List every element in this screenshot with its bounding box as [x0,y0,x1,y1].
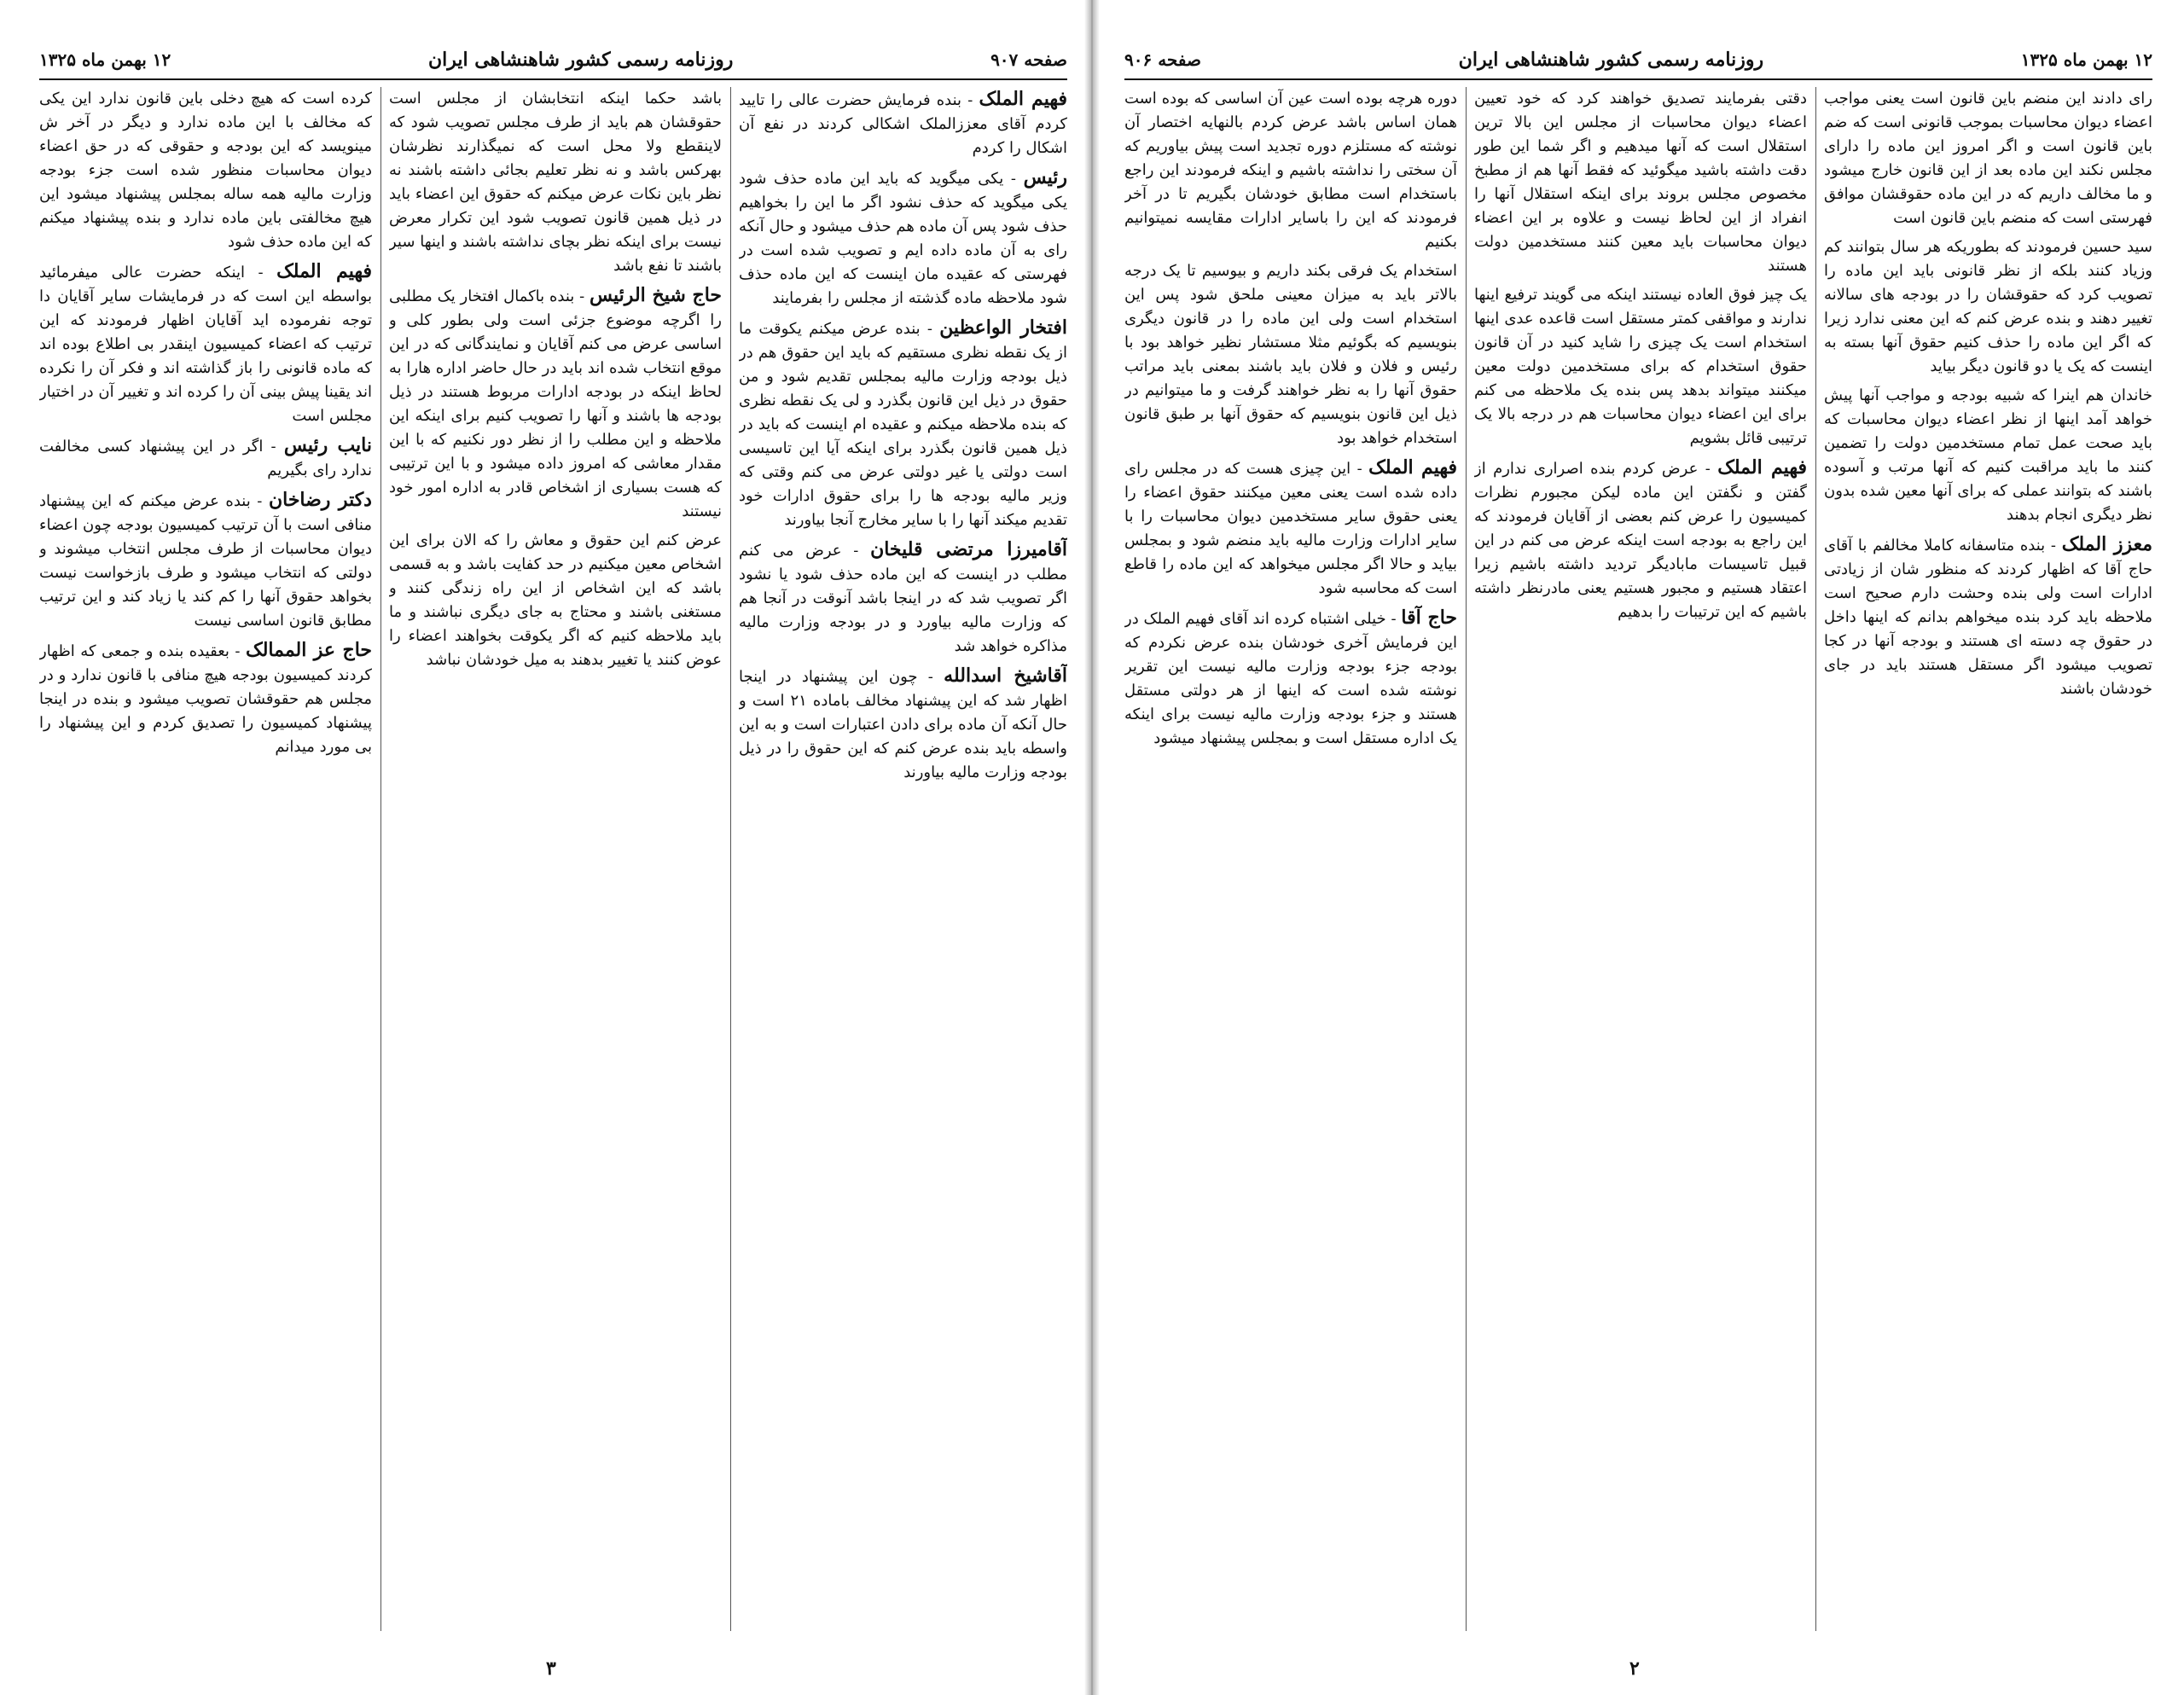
article-paragraph [39,259,372,428]
left-header-title: روزنامه رسمی کشور شاهنشاهی ایران [427,49,734,71]
paragraph-text: دوره هرچه بوده است عین آن اساسی که بوده است همان اساس باشد عرض کردم بالنهایه اختصار آن نوشته که مستلزم دوره تجدید است پیش بیاوریم که آن سختی را نداشته باشیم و اینکه فرمودند این راجع باستخدام است مطابق خودشان بگیریم تا در آخر فرمودند که این را باسایر ادارات مقایسه نمیتوانیم بکنیم [1124,90,1457,251]
right-page-header [1124,44,2152,75]
paragraph-text: - بنده فرمایش حضرت عالی را تایید کردم آقای معززالملک اشکالی کردند در نفع آن اشکال را کردم [739,91,1067,157]
speaker-name: فهیم الملک [1717,456,1807,479]
article-paragraph [1124,87,1457,254]
speaker-name: فهیم الملک [276,260,372,282]
paragraph-text: - این چیزی هست که در مجلس رای داده شده است یعنی معین میکنند حقوق اعضاء را یعنی حقوق سایر مستخدمین دیوان محاسبات را با سایر ادارات وزارت مالیه باید منضم شود و بمجلس بیاید و حالا اگر مجلس میخواهد که این ماده را قاطع است که محاسبه شود [1124,460,1457,597]
article-paragraph [739,316,1067,532]
article-paragraph [1124,606,1457,751]
article-paragraph [39,638,372,759]
right-page-column-1 [1124,87,1457,1631]
paragraph-text: عرض کنم این حقوق و معاش را که الان برای این اشخاص معین میکنیم در حد کفایت باشد و به قسمی باشد که این اشخاص از این راه زندگی کنند و مستغنی باشند و محتاج به جای دیگری نباشند و ما باید ملاحظه کنیم که اگر یکوقت بخواهند اعضاء را عوض کنند یا تغییر بدهند به میل خودشان نباشد [389,531,722,669]
paragraph-text: - خیلی اشتباه کرده اند آقای فهیم الملک در این فرمایش آخری خودشان بنده عرض نکردم که بودجه جزء بودجه وزارت مالیه نیست این تقریر نوشته شده است که اینها از هر دولتی مستقل هستند و جزء بودجه وزارت مالیه نیست برای اینکه یک اداره مستقل است و بمجلس پیشنهاد میشود [1124,610,1457,747]
paragraph-text: - بنده عرض میکنم که این پیشنهاد منافی است با آن ترتیب کمیسیون بودجه چون اعضاء دیوان محاسبات از طرف مجلس انتخاب میشوند و دولتی که انتخاب میشود و طرف بازخواست نیست بخواهد حقوق آنها را کم کند یا زیاد کند و این ترتیب مطابق قانون اساسی نیست [39,492,372,630]
column-divider [1815,87,1816,1631]
article-paragraph [739,537,1067,659]
article-paragraph [739,664,1067,785]
paragraph-text: - بنده عرض میکنم یکوقت ما از یک نقطه نظری مستقیم که باید این حقوق هم در ذیل بودجه وزارت مالیه بمجلس تقدیم شود و من حقوق در ذیل این قانون بگذرد و لی یک نقطه نظری که بنده ملاحظه میکنم و عقیده ام اینست که باید در ذیل همین قانون بگذرد برای اینکه آیا این تاسیسی است دولتی یا غیر دولتی عرض می کنم وقتی که وزیر مالیه بودجه ها را برای حقوق ادارات خود تقدیم میکند آنها را با سایر مخارج آنجا بیاورند [739,320,1067,529]
article-paragraph [39,488,372,633]
paragraph-text: دقتی بفرمایند تصدیق خواهند کرد که خود تعیین اعضاء دیوان محاسبات از مجلس این بالا ترین استقلال است که آنها میدهیم و اگر شما این طور دقت داشته باشید میگوئید که فقط آنها هم از مطبخ مخصوص مجلس بروند برای اینکه استقلال آنها را انفراد از این لحاظ نیست و علاوه بر این اعضاء دیوان محاسبات باید معین کنند مستخدمین دولت هستند [1474,90,1807,275]
paragraph-text: یک چیز فوق العاده نیستند اینکه می گویند ترفیع اینها ندارند و مواقفی کمتر مستقل است قاعده عدی اینها استخدام است یک چیزی را شاید کنید در آن قانون حقوق استخدام که برای مستخدمین دولت معین میکنند میتواند بدهد پس بنده یک ملاحظه می کنم برای این اعضاء دیوان محاسبات هم در درجه بالا یک ترتیبی قائل بشویم [1474,286,1807,447]
right-header-rule [1124,78,2152,80]
speaker-name: حاج شیخ الرئیس [590,284,722,306]
speaker-name: فهیم الملک [1368,456,1457,479]
article-paragraph [739,165,1067,311]
right-header-page-label: صفحه ۹۰۶ [1124,49,1201,70]
speaker-name: رئیس [1023,166,1067,189]
paragraph-text: - یکی میگوید که باید این ماده حذف شود یکی میگوید که حذف نشود اگر ما این را بخواهیم حذف شود پس آن ماده هم حذف میشود و حال آنکه رای به آن ماده داده ایم و تصویب شده است در فهرستی که عقیده مان اینست که این ماده حذف شود ملاحظه ماده گذشته از مجلس را بفرمایند [739,170,1067,307]
left-page-column-2 [389,87,722,1631]
speaker-name: حاج آقا [1401,607,1457,629]
paragraph-text: - بنده باکمال افتخار یک مطلبی را اگرچه موضوع جزئی است ولی بطور کلی و اساسی عرض می کنم آقایان و نمایندگانی که در این موقع انتخاب شده اند باید در حال حاضر اداره هارا به لحاظ اینکه در بودجه ادارات مربوط هستند در ذیل بودجه ها باشند و آنها را تصویب کنیم برای اینکه این ملاحظه و این مطلب را از نظر دور نکنیم که با این مقدار معاشی که امروز داده میشود و با این ترتیبی که هست بسیاری از اشخاص قادر به اداره امور خود نیستند [389,287,722,520]
article-paragraph [1824,235,2152,379]
paragraph-text: - اگر در این پیشنهاد کسی مخالفت ندارد رای بگیریم [39,438,372,479]
right-page-folio: ۲ [1629,1657,1640,1680]
article-paragraph [1124,456,1457,601]
speaker-name: دکتر رضاخان [268,489,372,511]
article-paragraph [1824,87,2152,230]
speaker-name: حاج عز الممالک [246,639,372,661]
right-page [1092,0,2184,1695]
right-header-title: روزنامه رسمی کشور شاهنشاهی ایران [1458,49,1764,71]
paragraph-text: سید حسین فرمودند که بطوریکه هر سال بتوانند کم وزیاد کنند بلکه از نظر قانونی باید این ماده را تصویب کرد که حقوقشان را در بودجه های سالانه تغییر دهند و بنده عرض کنم که این معنی ندارد زیرا که اگر این ماده را حذف کنیم حقوق آنها بسته به اینست که یک یا دو قانون دیگر بیاید [1824,238,2152,375]
column-divider [730,87,731,1631]
right-page-column-3 [1824,87,2152,1631]
speaker-name: افتخار الواعظین [939,316,1067,339]
column-divider [1466,87,1467,1631]
speaker-name: آقاشیخ اسدالله [944,665,1067,687]
left-header-page-label: صفحه ۹۰۷ [990,49,1067,70]
left-page-column-3 [39,87,372,1631]
article-paragraph [1474,283,1807,450]
article-paragraph [389,87,722,278]
article-paragraph [389,529,722,672]
article-paragraph [39,87,372,254]
article-paragraph [1124,259,1457,450]
left-page-header [39,44,1067,75]
right-header-date: ۱۲ بهمن ماه ۱۳۲۵ [2020,49,2152,70]
paragraph-text: - چون این پیشنهاد در اینجا اظهار شد که این پیشنهاد مخالف باماده ۲۱ است و حال آنکه آن ماده برای دادن اعتبارات است و به این واسطه باید بنده عرض کنم که این حقوق را در ذیل بودجه وزارت مالیه بیاورند [739,668,1067,781]
left-header-rule [39,78,1067,80]
article-paragraph [39,433,372,483]
paragraph-text: رای دادند این منضم باین قانون است یعنی مواجب اعضاء دیوان محاسبات بموجب قانونی است که ضم باین قانون است و اگر امروز این ماده را دارای مجلس نکند این ماده بعد از این قانون خارج میشود و ما مخالف داریم که در این ماده حقوقشان موافق فهرستی است که منضم باین قانون است [1824,90,2152,227]
speaker-name: فهیم الملک [979,88,1067,110]
left-page-folio: ۳ [546,1657,556,1680]
column-divider [380,87,381,1631]
paragraph-text: - اینکه حضرت عالی میفرمائید بواسطه این است که در فرمایشات سایر آقایان دا توجه نفرموده اید آقایان اظهار فرمودند که این ترتیب که اعضاء کمیسیون اینقدر بی اطلاع بوده اند که ماده قانونی را باز گذاشته اند و فکر آن را نکرده اند یقینا پیش بینی آن را کرده اند و تغییر آن در اختیار مجلس است [39,264,372,425]
paragraph-text: - عرض می کنم مطلب در اینست که این ماده حذف شود یا نشود اگر تصویب شد که در اینجا باشد آنوقت در آنجا هم که وزارت مالیه بیاورد و در بودجه وزارت مالیه مذاکره خواهد شد [739,542,1067,655]
article-paragraph [389,283,722,524]
paragraph-text: - بعقیده بنده و جمعی که اظهار کردند کمیسیون بودجه هیچ منافی با قانون ندارد و در مجلس هم حقوقشان تصویب میشود و بنده در اینجا پیشنهاد کمیسیون را تصدیق کردم و این پیشنهاد را بی مورد میدانم [39,642,372,756]
speaker-name: آقامیرزا مرتضی قلیخان [870,538,1067,560]
paragraph-text: خاندان هم اینرا که شبیه بودجه و مواجب آنها پیش خواهد آمد اینها از نظر اعضاء دیوان محاسبات که باید صحت عمل تمام مستخدمین دولت را تضمین کنند ما باید مراقبت کنیم که آنها مرتب و آسوده باشند که بتوانند عملی که برای آنها معین شده بدون نظر دیگری انجام بدهند [1824,386,2152,524]
article-paragraph [1474,456,1807,624]
paragraph-text: کرده است که هیچ دخلی باین قانون ندارد این یکی که مخالف با این ماده ندارد و دیگر در آخر ش مینویسد که این بودجه و حقوقی که در حق اعضاء دیوان محاسبات منظور شده است جزء بودجه وزارت مالیه همه ساله بمجلس پیشنهاد میشود این هیچ مخالفتی باین ماده ندارد و بنده پیشنهاد میکنم که این ماده حذف شود [39,90,372,251]
right-page-column-2 [1474,87,1807,1631]
paragraph-text: - عرض کردم بنده اصراری ندارم از گفتن و نگفتن این ماده لیکن مجبورم نظرات کمیسیون را عرض کنم بعضی از آقایان فرمودند که این راجع به بودجه است اینکه عرض می کنم در این قبیل تاسیسات مابادیگر تردید داشته باشیم زیرا اعتقاد هستیم و مجبور هستیم یعنی مادرنظر داشته باشیم که این ترتیبات را بدهیم [1474,460,1807,621]
paragraph-text: استخدام یک فرقی بکند داریم و بیوسیم تا یک درجه بالاتر باید به میزان معینی ملحق شود پس این استخدام است ولی این ماده را در قانون دیگری بنویسیم که بگوئیم مثلا مستشار نظیر خواهد بود با رئیس و فلان و فلان باید باشند بمعنی باید مراتب حقوق آنها را به نظر خواهند گرفت و ما میتوانیم در ذیل این قانون بنویسیم که حقوق آنها بر طبق قانون استخدام خواهد بود [1124,262,1457,447]
article-paragraph [1474,87,1807,278]
speaker-name: معزز الملک [2061,533,2152,555]
left-page-column-1 [739,87,1067,1631]
paragraph-text: باشد حکما اینکه انتخابشان از مجلس است حقوقشان هم باید از طرف مجلس تصویب شود که لاینقطع ولا محل است که نمیگذارند نظرشان بهرکس باشد و نه نظر تعلیم بجائی داشته باشند نه نظر باین نکات عرض میکنم که حقوق این اعضاء باید در ذیل همین قانون تصویب شود این تکرار معرض نیست برای اینکه نظر بچای نداشته باشند و اینها سیر باشند تا نفع باشد [389,90,722,275]
left-header-date: ۱۲ بهمن ماه ۱۳۲۵ [39,49,171,70]
paragraph-text: - بنده متاسفانه کاملا مخالفم با آقای حاج آقا که اظهار کردند که منظور شان از زیادتی ادارات است ولی بنده وحشت دارم صحیح است ملاحظه باید کرد بنده میخواهم بدانم که اینها داخل در حقوق چه دسته ای هستند و بودجه آنها در کجا تصویب میشود اگر مستقل هستند باید در جای خودشان باشند [1824,537,2152,698]
article-paragraph [739,87,1067,160]
article-paragraph [1824,384,2152,527]
speaker-name: نایب رئیس [283,434,372,456]
article-paragraph [1824,532,2152,701]
